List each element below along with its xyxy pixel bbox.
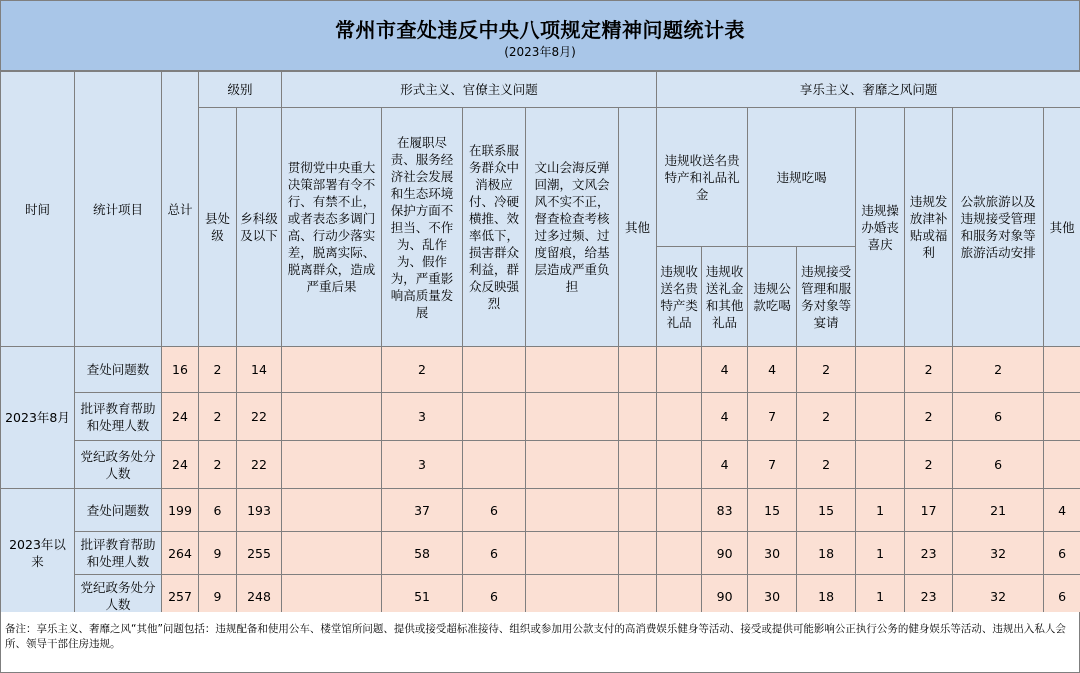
cell-total: 199	[162, 489, 199, 532]
cell-county: 6	[199, 489, 237, 532]
cell-township: 14	[237, 347, 282, 393]
header-township: 乡科级及以下	[237, 108, 282, 347]
header-gifts: 违规收送名贵特产和礼品礼金	[657, 108, 748, 247]
row-label: 查处问题数	[75, 347, 162, 393]
header-gifts-specialty: 违规收送名贵特产类礼品	[657, 247, 702, 347]
cell-county: 2	[199, 347, 237, 393]
header-hedonism-other: 其他	[1044, 108, 1080, 347]
cell-d1: 30	[748, 532, 797, 575]
cell-f5	[619, 347, 657, 393]
cell-d2: 18	[797, 575, 856, 618]
cell-f1	[282, 489, 382, 532]
header-formalism-2: 在履职尽责、服务经济社会发展和生态环境保护方面不担当、不作为、乱作为、假作为，严重影响高质量发展	[382, 108, 463, 347]
cell-travel: 32	[953, 575, 1044, 618]
cell-f4	[526, 441, 619, 489]
cell-d1: 30	[748, 575, 797, 618]
cell-total: 257	[162, 575, 199, 618]
row-label: 查处问题数	[75, 489, 162, 532]
cell-f3	[463, 441, 526, 489]
header-time: 时间	[1, 72, 75, 347]
cell-f3: 6	[463, 489, 526, 532]
cell-township: 22	[237, 393, 282, 441]
cell-f2: 51	[382, 575, 463, 618]
cell-allowance: 23	[905, 575, 953, 618]
cell-f5	[619, 532, 657, 575]
table-row	[1, 347, 1080, 393]
cell-f2: 37	[382, 489, 463, 532]
cell-total: 16	[162, 347, 199, 393]
cell-township: 248	[237, 575, 282, 618]
table-body	[1, 347, 1080, 618]
header-travel: 公款旅游以及违规接受管理和服务对象等旅游活动安排	[953, 108, 1044, 347]
cell-g2: 4	[702, 347, 748, 393]
cell-township: 193	[237, 489, 282, 532]
cell-f2: 2	[382, 347, 463, 393]
cell-allowance: 2	[905, 347, 953, 393]
header-hedonism: 享乐主义、奢靡之风问题	[657, 72, 1080, 108]
period-cell: 2023年8月	[1, 347, 75, 489]
cell-wedding: 1	[856, 532, 905, 575]
cell-other: 4	[1044, 489, 1080, 532]
cell-f3	[463, 393, 526, 441]
cell-county: 2	[199, 441, 237, 489]
cell-wedding	[856, 441, 905, 489]
cell-allowance: 17	[905, 489, 953, 532]
cell-d2: 2	[797, 347, 856, 393]
cell-d1: 7	[748, 441, 797, 489]
cell-f1	[282, 347, 382, 393]
cell-f2: 3	[382, 441, 463, 489]
cell-f4	[526, 347, 619, 393]
cell-g2: 4	[702, 441, 748, 489]
cell-f2: 3	[382, 393, 463, 441]
cell-other	[1044, 441, 1080, 489]
cell-other: 6	[1044, 575, 1080, 618]
header-formalism-4: 文山会海反弹回潮，文风会风不实不正，督查检查考核过多过频、过度留痕，给基层造成严重负担	[526, 108, 619, 347]
header-formalism-1: 贯彻党中央重大决策部署有令不行、有禁不止，或者表态多调门高、行动少落实差，脱离实际、脱离群众，造成严重后果	[282, 108, 382, 347]
cell-d2: 15	[797, 489, 856, 532]
cell-other: 6	[1044, 532, 1080, 575]
cell-d2: 2	[797, 441, 856, 489]
page-subtitle: (2023年8月)	[504, 45, 576, 59]
cell-f4	[526, 393, 619, 441]
cell-travel: 2	[953, 347, 1044, 393]
cell-total: 24	[162, 441, 199, 489]
cell-allowance: 2	[905, 441, 953, 489]
cell-f4	[526, 489, 619, 532]
cell-g1	[657, 489, 702, 532]
cell-county: 2	[199, 393, 237, 441]
statistics-table	[0, 71, 1080, 618]
cell-wedding: 1	[856, 575, 905, 618]
cell-g2: 83	[702, 489, 748, 532]
row-label: 党纪政务处分人数	[75, 441, 162, 489]
period-cell: 2023年以来	[1, 489, 75, 618]
cell-f3: 6	[463, 532, 526, 575]
cell-other	[1044, 393, 1080, 441]
header-formalism-other: 其他	[619, 108, 657, 347]
header-gifts-cash: 违规收送礼金和其他礼品	[702, 247, 748, 347]
table-row	[1, 489, 1080, 532]
cell-g2: 90	[702, 575, 748, 618]
header-formalism-3: 在联系服务群众中消极应付、冷硬横推、效率低下，损害群众利益，群众反映强烈	[463, 108, 526, 347]
cell-township: 22	[237, 441, 282, 489]
row-label: 批评教育帮助和处理人数	[75, 532, 162, 575]
cell-d2: 2	[797, 393, 856, 441]
header-allowance: 违规发放津补贴或福利	[905, 108, 953, 347]
header-total: 总计	[162, 72, 199, 347]
cell-wedding	[856, 347, 905, 393]
header-item: 统计项目	[75, 72, 162, 347]
cell-d1: 15	[748, 489, 797, 532]
cell-travel: 6	[953, 441, 1044, 489]
cell-total: 264	[162, 532, 199, 575]
cell-f3	[463, 347, 526, 393]
page-title: 常州市查处违反中央八项规定精神问题统计表	[335, 18, 745, 42]
cell-g2: 90	[702, 532, 748, 575]
cell-travel: 32	[953, 532, 1044, 575]
cell-f1	[282, 532, 382, 575]
cell-g1	[657, 393, 702, 441]
cell-wedding	[856, 393, 905, 441]
header-level: 级别	[199, 72, 282, 108]
cell-g1	[657, 347, 702, 393]
cell-allowance: 2	[905, 393, 953, 441]
row-label: 党纪政务处分人数	[75, 575, 162, 618]
table-row	[1, 393, 1080, 441]
title-bar	[0, 0, 1080, 71]
cell-county: 9	[199, 575, 237, 618]
header-dining: 违规吃喝	[748, 108, 856, 247]
cell-d1: 7	[748, 393, 797, 441]
header-wedding: 违规操办婚丧喜庆	[856, 108, 905, 347]
cell-other	[1044, 347, 1080, 393]
table-row	[1, 441, 1080, 489]
cell-f5	[619, 441, 657, 489]
header-county: 县处级	[199, 108, 237, 347]
cell-g1	[657, 441, 702, 489]
table-row	[1, 532, 1080, 575]
header-formalism: 形式主义、官僚主义问题	[282, 72, 657, 108]
cell-travel: 21	[953, 489, 1044, 532]
cell-f1	[282, 441, 382, 489]
cell-f5	[619, 489, 657, 532]
cell-d2: 18	[797, 532, 856, 575]
cell-township: 255	[237, 532, 282, 575]
cell-d1: 4	[748, 347, 797, 393]
cell-g2: 4	[702, 393, 748, 441]
cell-g1	[657, 532, 702, 575]
cell-f4	[526, 532, 619, 575]
header-dining-public: 违规公款吃喝	[748, 247, 797, 347]
cell-f5	[619, 393, 657, 441]
cell-allowance: 23	[905, 532, 953, 575]
cell-wedding: 1	[856, 489, 905, 532]
cell-f2: 58	[382, 532, 463, 575]
header-dining-banquet: 违规接受管理和服务对象等宴请	[797, 247, 856, 347]
cell-county: 9	[199, 532, 237, 575]
cell-f3: 6	[463, 575, 526, 618]
footnote: 备注：享乐主义、奢靡之风“其他”问题包括：违规配备和使用公车、楼堂馆所问题、提供或接受超标准接待、组织或参加用公款支付的高消费娱乐健身等活动、接受或提供可能影响公正执行公务的健身娱乐等活动、违规出入私人会所、领导干部住房违规。	[0, 612, 1080, 673]
row-label: 批评教育帮助和处理人数	[75, 393, 162, 441]
cell-f1	[282, 393, 382, 441]
cell-total: 24	[162, 393, 199, 441]
cell-travel: 6	[953, 393, 1044, 441]
